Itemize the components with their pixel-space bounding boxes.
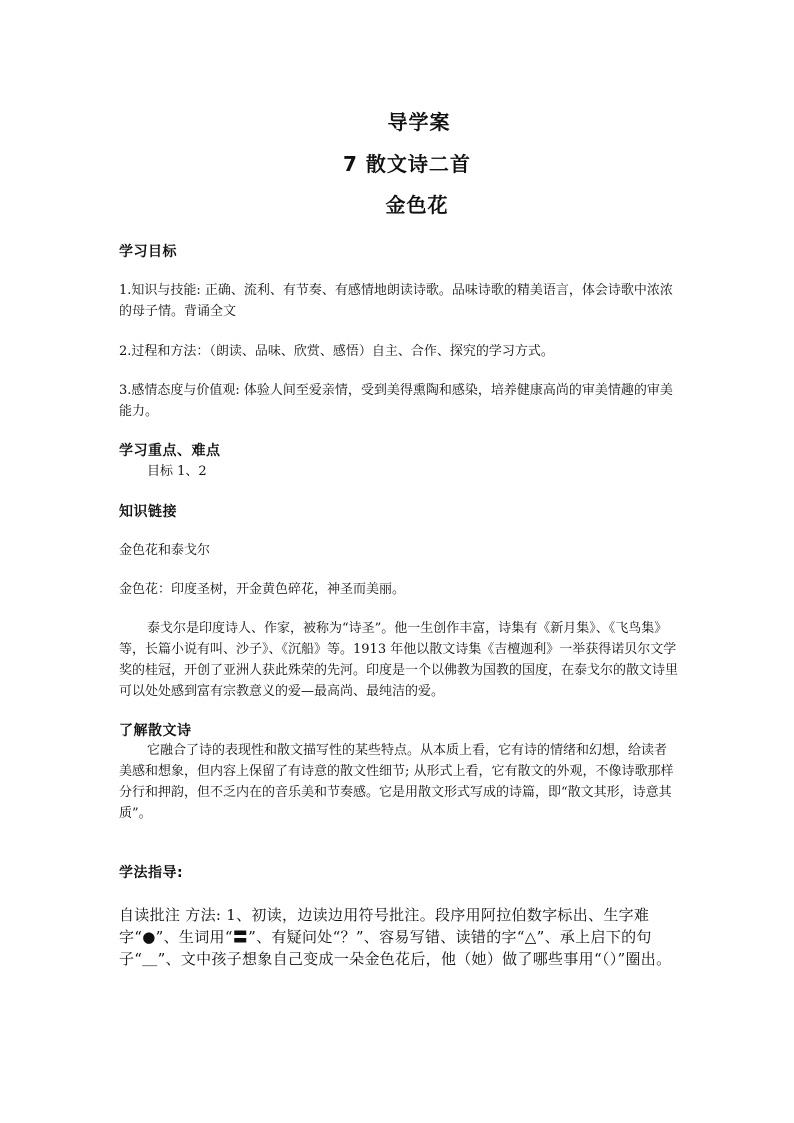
flower-description: 金色花：印度圣树，开金黄色碎花，神圣而美丽。 [119,582,406,597]
lesson-title: 7 散文诗二首 [343,152,471,176]
knowledge-subtitle: 金色花和泰戈尔 [119,543,211,558]
focus-heading: 学习重点、难点 [119,443,221,459]
objective-item-3: 3.感情态度与价值观: 体验人间至爱亲情，受到美得熏陶和感染，培养健康高尚的审美情趣的审美能力。 [119,383,673,419]
method-paragraph: 自读批注 方法: 1、初读，边读边用符号批注。段序用阿拉伯数字标出、生字难字“●”、生词用“〓”、有疑问处“？”、容易写错、读错的字“△”、承上启下的句子“＿”、文中孩子想象自己变成一朵金色花后，他（她）做了哪些事用“（）”圈出。 [119,906,672,968]
knowledge-heading: 知识链接 [119,504,177,520]
method-heading: 学法指导: [119,865,184,881]
objective-item-2: 2.过程和方法：（朗读、品味、欣赏、感悟）自主、合作、探究的学习方式。 [119,344,554,359]
prose-poem-heading: 了解散文诗 [119,723,192,739]
prose-poem-paragraph: 它融合了诗的表现性和散文描写性的某些特点。从本质上看，它有诗的情绪和幻想，给读者美感和想象，但内容上保留了有诗意的散文性细节; 从形式上看，它有散文的外观，不像诗歌那样分行和押韵，但不乏内在的音乐美和节奏感。它是用散文形式写成的诗篇，即“散文其形，诗意其质”。 [119,743,674,821]
poem-title: 金色花 [385,193,449,217]
objectives-heading: 学习目标 [119,244,177,260]
objective-item-1: 1.知识与技能: 正确、流利、有节奏、有感情地朗读诗歌。品味诗歌的精美语言，体会诗歌中浓浓的母子情。背诵全文 [119,283,673,319]
main-title: 导学案 [387,110,451,134]
tagore-paragraph: 泰戈尔是印度诗人、作家，被称为“诗圣”。他一生创作丰富，诗集有《新月集》、《飞鸟集》等，长篇小说有叫、沙子》、《沉船》等。1913 年他以散文诗集《吉檀迦利》一举获得诺贝尔文学奖的桂冠，开创了亚洲人获此殊荣的先河。印度是一个以佛教为国教的国度，在泰戈尔的散文诗里可以处处感到富有宗教意义的爱—最高尚、最纯洁的爱。 [119,621,679,699]
focus-text: 目标 1、2 [147,464,207,479]
